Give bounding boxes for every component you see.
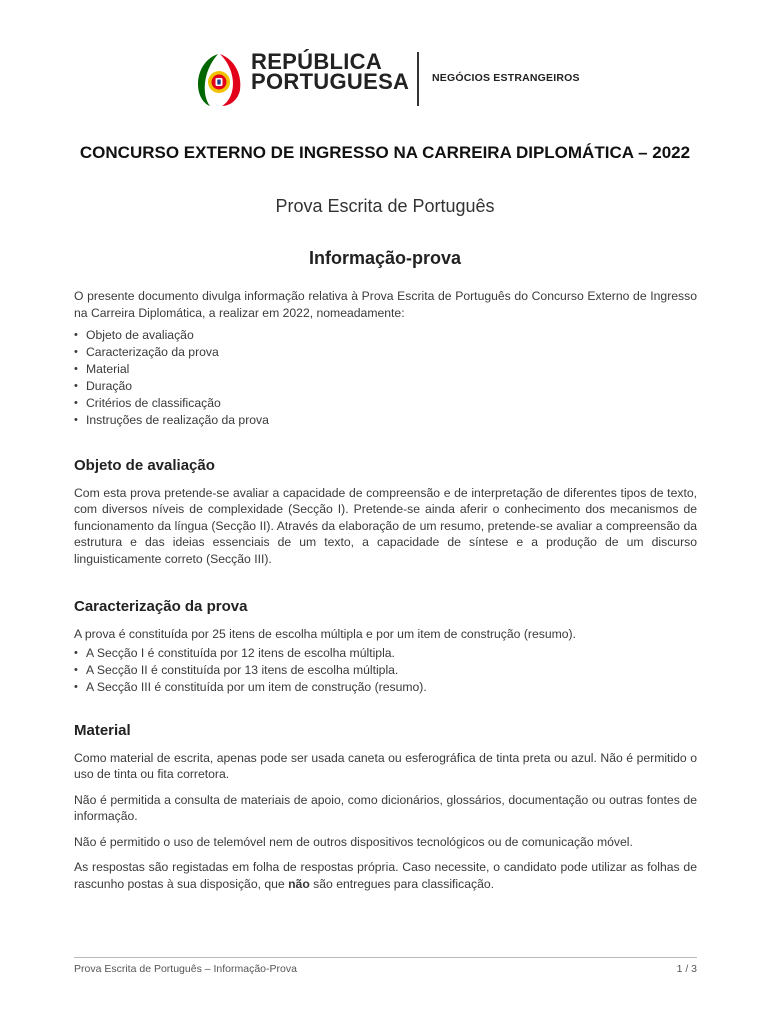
intro-section (74, 288, 697, 429)
material-p4-text-after: são entregues para classificação. (309, 876, 495, 891)
document-title: CONCURSO EXTERNO DE INGRESSO NA CARREIRA DIPLOMÁTICA – 2022 (79, 143, 691, 162)
list-item: • A Secção III é constituída por um item de construção (resumo). (74, 679, 697, 696)
caracterizacao-paragraph: A prova é constituída por 25 itens de escolha múltipla e por um item de construção (resumo). (74, 626, 576, 641)
list-item: • A Secção II é constituída por 13 itens de escolha múltipla. (74, 662, 697, 679)
list-item: • Caracterização da prova (74, 344, 697, 361)
list-item: • Critérios de classificação (74, 395, 697, 412)
list-item: • Duração (74, 378, 697, 395)
material-paragraph-4 (74, 859, 697, 892)
caracterizacao-section (74, 599, 697, 696)
list-item: • Material (74, 361, 697, 378)
list-item: • Objeto de avaliação (74, 327, 697, 344)
material-section (74, 723, 697, 892)
list-item: • A Secção I é constituída por 12 itens de escolha múltipla. (74, 645, 697, 662)
portugal-emblem-icon (196, 52, 242, 108)
intro-paragraph: O presente documento divulga informação relativa à Prova Escrita de Português do Concurso Externo de Ingresso na Carreira Diplomática, a realizar em 2022, nomeadamente: (74, 289, 697, 320)
material-paragraph-2: Não é permitida a consulta de materiais de apoio, como dicionários, glossários, documentação ou outras fontes de informação. (74, 792, 697, 823)
header-divider (417, 52, 419, 106)
page-header (196, 48, 596, 110)
material-paragraph-1: Como material de escrita, apenas pode ser usada caneta ou esferográfica de tinta preta ou azul. Não é permitido o uso de tinta ou fita corretora. (74, 750, 697, 781)
material-paragraph-3: Não é permitido o uso de telemóvel nem de outros dispositivos tecnológicos ou de comunicação móvel. (74, 834, 633, 849)
section-heading-material: Material (74, 722, 131, 739)
document-subtitle: Prova Escrita de Português (275, 196, 495, 216)
document-heading: Informação-prova (308, 248, 462, 268)
section-heading-objeto: Objeto de avaliação (74, 457, 215, 474)
footer-title: Prova Escrita de Português – Informação-Prova (74, 963, 297, 975)
caracterizacao-list (74, 645, 697, 696)
brand-line-2: PORTUGUESA (251, 69, 410, 94)
intro-list (74, 327, 697, 429)
ministry-name: NEGÓCIOS ESTRANGEIROS (432, 72, 580, 84)
section-heading-caracterizacao: Caracterização da prova (74, 598, 248, 615)
brand-name (251, 49, 410, 94)
footer-divider (74, 957, 697, 958)
objeto-section (74, 458, 697, 567)
brand-line-1: REPÚBLICA (251, 49, 383, 74)
list-item: • Instruções de realização da prova (74, 412, 697, 429)
page-number: 1 / 3 (676, 963, 697, 975)
material-p4-emphasis: não (288, 876, 310, 891)
material-p4-text-before: As respostas são registadas em folha de respostas própria. Caso necessite, o candidato pode utilizar as folhas de rascunho postas à sua disposição, que (74, 860, 697, 891)
objeto-paragraph: Com esta prova pretende-se avaliar a capacidade de compreensão e de interpretação de diferentes tipos de texto, com diversos níveis de complexidade (Secção I). Pretende-se ainda aferir o conhecimento dos mecanismos de funcionamento da língua (Secção II). Através da elaboração de um resumo, pretende-se avaliar a compreensão da estrutura e das ideias essenciais de um texto, a capacidade de síntese e a produção de um discurso linguisticamente correto (Secção III). (74, 485, 697, 566)
